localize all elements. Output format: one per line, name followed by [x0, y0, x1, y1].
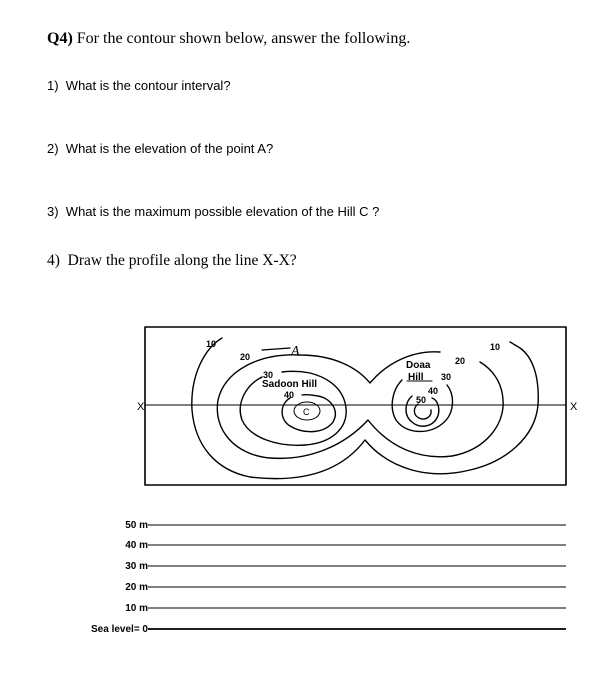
contour-label-10-left: 10 [206, 339, 217, 349]
contour-50-doaa [414, 404, 431, 419]
contour-30-doaa [392, 380, 452, 431]
profile-label-50: 50 m [125, 520, 148, 531]
contour-label-30-doaa: 30 [441, 372, 452, 382]
sadoon-hill-name: Sadoon Hill [262, 379, 317, 390]
question-number: Q4) [47, 30, 73, 47]
contour-label-40-doaa: 40 [428, 386, 439, 396]
contour-label-30-sadoon: 30 [263, 370, 274, 380]
question-2: 2) What is the elevation of the point A? [47, 141, 274, 156]
profile-label-10: 10 m [125, 603, 148, 614]
doaa-hill-name-line2: Hill [408, 372, 424, 383]
profile-label-20: 20 m [125, 582, 148, 593]
profile-label-30: 30 m [125, 561, 148, 572]
section-marker-right: X [570, 401, 578, 413]
contour-label-40-sadoon: 40 [284, 390, 295, 400]
section-marker-left: X [137, 401, 145, 413]
contour-label-20-left: 20 [240, 352, 251, 362]
question-3: 3) What is the maximum possible elevation of the Hill C ? [47, 204, 380, 219]
question-1: 1) What is the contour interval? [47, 78, 231, 93]
point-a-label: A [291, 344, 300, 359]
profile-label-sea-level: Sea level= 0 [91, 624, 148, 635]
contour-label-10-right: 10 [490, 342, 501, 352]
point-a-line [262, 348, 290, 350]
hill-c-label: C [303, 407, 310, 417]
doaa-hill-name-line1: Doaa [406, 360, 431, 371]
profile-label-40: 40 m [125, 540, 148, 551]
contour-label-20-right: 20 [455, 356, 466, 366]
question-intro: For the contour shown below, answer the following. [72, 30, 411, 47]
contour-label-50-doaa: 50 [416, 395, 427, 405]
question-4: 4) Draw the profile along the line X-X? [47, 252, 297, 269]
